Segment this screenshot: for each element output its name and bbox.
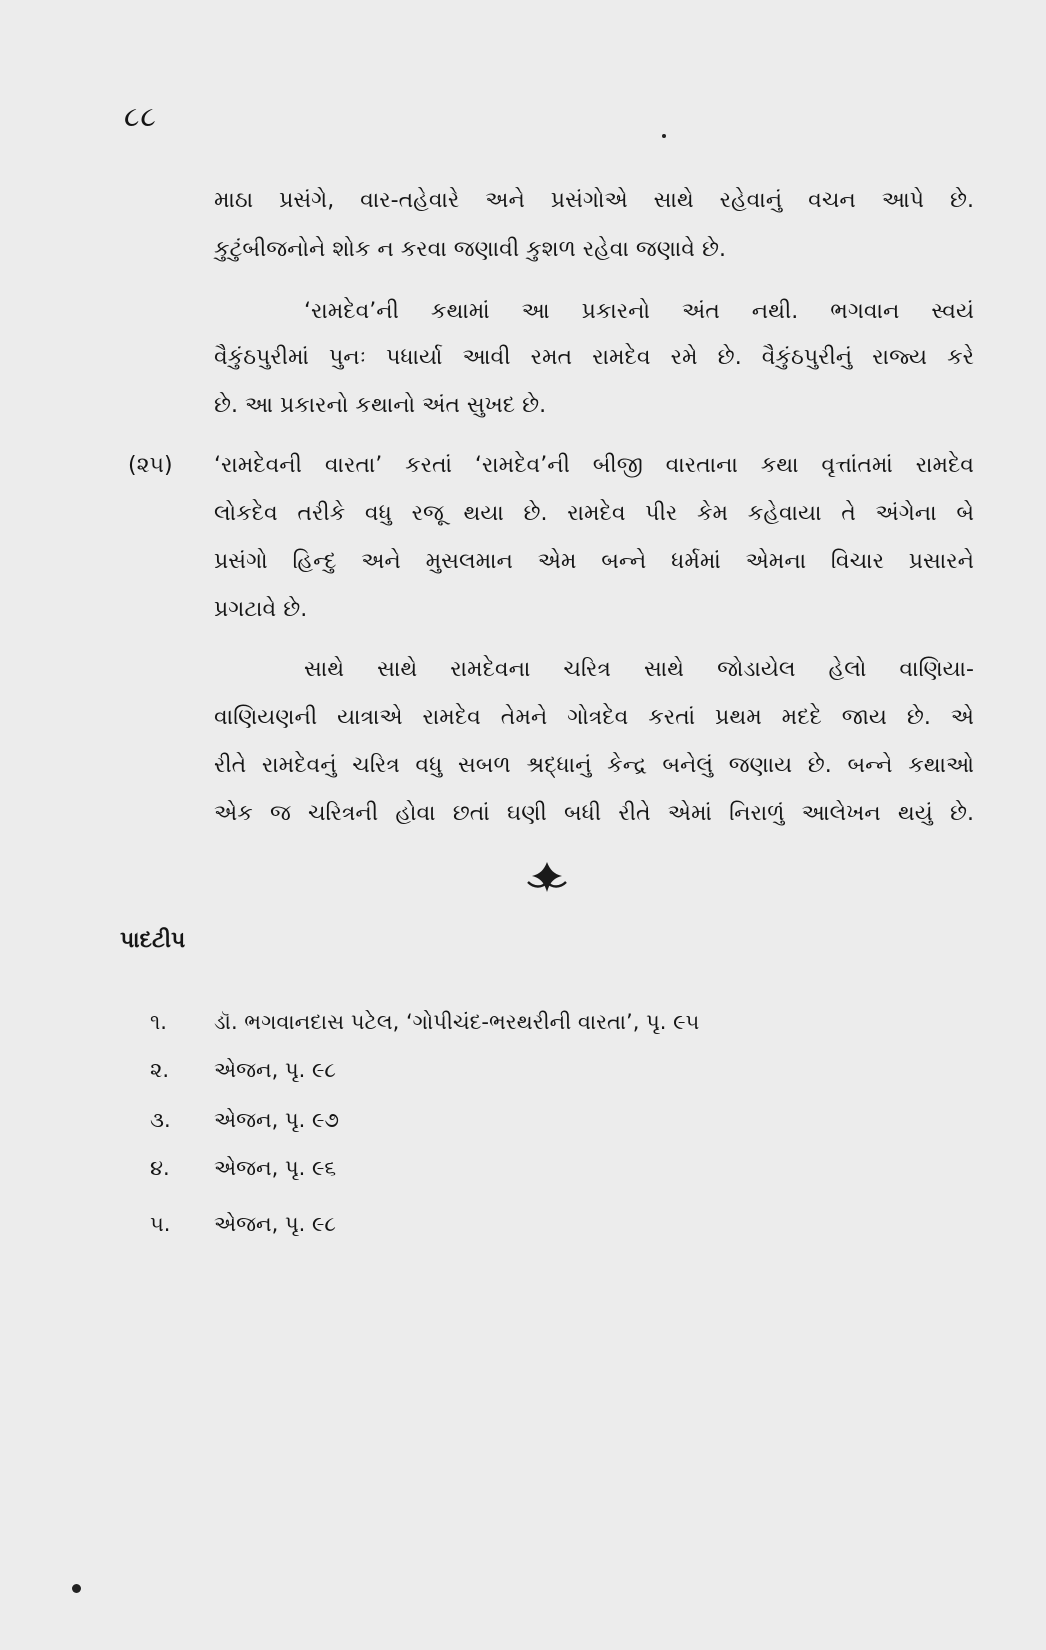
paragraph-4-line-4: એક જ ચરિત્રની હોવા છતાં ઘણી બધી રીતે એમાં નિરાળું આલેખન થયું છે.	[214, 801, 974, 826]
paragraph-3-line-2: લોકદેવ તરીકે વધુ રજૂ થયા છે. રામદેવ પીર કેમ કહેવાયા તે અંગેના બે	[214, 501, 974, 526]
paragraph-2-line-2: વૈકુંઠપુરીમાં પુનઃ પધાર્યા આવી રમત રામદેવ રમે છે. વૈકુંઠપુરીનું રાજ્ય કરે	[214, 345, 974, 370]
paragraph-4-line-3: રીતે રામદેવનું ચરિત્ર વધુ સબળ શ્રદ્ધાનું કેન્દ્ર બનેલું જણાય છે. બન્ને કથાઓ	[214, 753, 974, 778]
footnote-3-text: એજન, પૃ. ૯૭	[214, 1108, 340, 1132]
footnotes-heading: પાદટીપ	[120, 928, 186, 953]
paragraph-1-line-1: માઠા પ્રસંગે, વાર-તહેવારે અને પ્રસંગોએ સાથે રહેવાનું વચન આપે છે.	[214, 188, 974, 213]
footnote-2-number: ૨.	[150, 1058, 170, 1082]
paragraph-3-line-3: પ્રસંગો હિન્દુ અને મુસલમાન એમ બન્ને ધર્મમાં એમના વિચાર પ્રસારને	[214, 549, 974, 574]
footnote-2-text: એજન, પૃ. ૯૮	[214, 1058, 336, 1082]
paragraph-1-line-2: કુટુંબીજનોને શોક ન કરવા જણાવી કુશળ રહેવા જણાવે છે.	[214, 237, 726, 262]
footnote-1-number: ૧.	[150, 1010, 167, 1034]
ink-speck	[72, 1584, 81, 1593]
paragraph-3-number: (૨૫)	[128, 453, 173, 478]
footnote-1-text: ડૉ. ભગવાનદાસ પટેલ, ‘ગોપીચંદ-ભરથરીની વારતા’, પૃ. ૯૫	[214, 1010, 700, 1034]
paragraph-2-line-1: ‘રામદેવ’ની કથામાં આ પ્રકારનો અંત નથી. ભગવાન સ્વયં	[304, 299, 974, 324]
footnote-5-number: ૫.	[150, 1212, 171, 1236]
paragraph-4-line-1: સાથે સાથે રામદેવના ચરિત્ર સાથે જોડાયેલ હેલો વાણિયા-	[304, 657, 974, 682]
paragraph-3-line-1: ‘રામદેવની વારતા’ કરતાં ‘રામદેવ’ની બીજી વારતાના કથા વૃત્તાંતમાં રામદેવ	[214, 453, 974, 478]
ornament-divider-icon	[522, 858, 572, 898]
paragraph-4-line-2: વાણિયણની યાત્રાએ રામદેવ તેમને ગોત્રદેવ કરતાં પ્રથમ મદદે જાય છે. એ	[214, 705, 974, 730]
footnote-4-text: એજન, પૃ. ૯૬	[214, 1156, 337, 1180]
footnote-5-text: એજન, પૃ. ૯૮	[214, 1212, 336, 1236]
footnote-3-number: ૩.	[150, 1108, 171, 1132]
page-number: ૮૮	[124, 100, 157, 133]
paragraph-3-line-4: પ્રગટાવે છે.	[214, 597, 308, 622]
ink-speck	[662, 134, 666, 138]
paragraph-2-line-3: છે. આ પ્રકારનો કથાનો અંત સુખદ છે.	[214, 393, 547, 418]
footnote-4-number: ૪.	[150, 1156, 170, 1180]
